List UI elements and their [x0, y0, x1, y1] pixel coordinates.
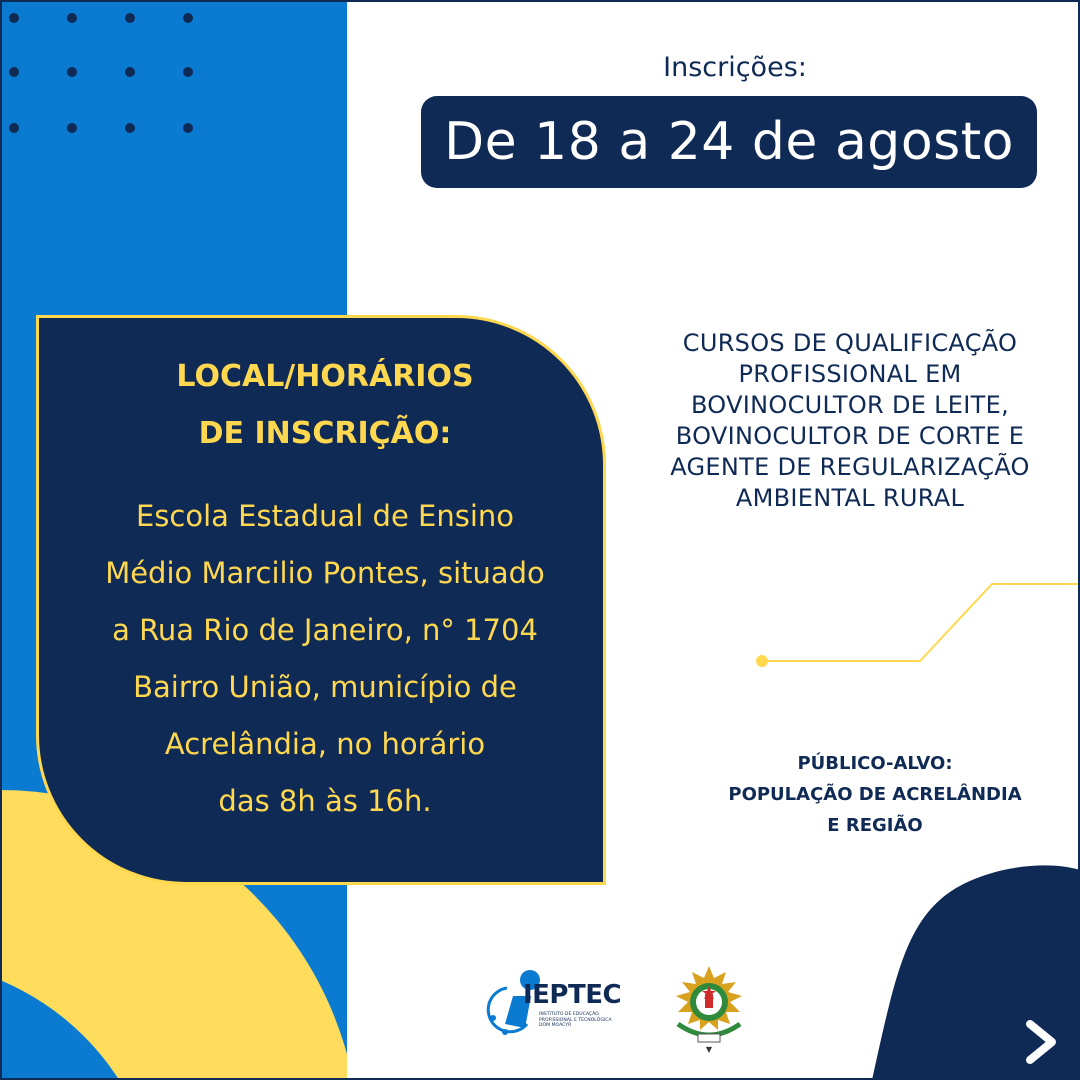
card-body-line: Bairro União, município de	[133, 670, 517, 704]
courses-line: CURSOS DE QUALIFICAÇÃO	[682, 329, 1018, 357]
card-title-line: DE INSCRIÇÃO:	[198, 416, 452, 451]
registration-label: Inscrições:	[663, 52, 807, 83]
card-title-line: LOCAL/HORÁRIOS	[176, 359, 474, 394]
chevron-right-icon[interactable]	[1014, 1012, 1070, 1072]
courses-line: AMBIENTAL RURAL	[735, 484, 965, 512]
audience-line: PÚBLICO-ALVO:	[797, 753, 953, 774]
courses-line: PROFISSIONAL EM	[738, 360, 962, 388]
card-body-line: Acrelândia, no horário	[164, 727, 486, 761]
card-body-line: Escola Estadual de Ensino	[135, 499, 515, 533]
audience-line: E REGIÃO	[827, 815, 923, 836]
audience-line: POPULAÇÃO DE ACRELÂNDIA	[728, 784, 1022, 805]
courses-line: BOVINOCULTOR DE LEITE,	[690, 391, 1010, 419]
svg-text:▼: ▼	[705, 1045, 713, 1054]
courses-line: AGENTE DE REGULARIZAÇÃO	[670, 453, 1030, 481]
card-body-line: Médio Marcilio Pontes, situado	[105, 556, 545, 590]
card-body-line: a Rua Rio de Janeiro, n° 1704	[112, 613, 538, 647]
ieptec-name: IEPTEC	[523, 980, 622, 1010]
card-body-line: das 8h às 16h.	[218, 784, 432, 818]
ieptec-logo	[485, 966, 625, 1040]
courses-line: BOVINOCULTOR DE CORTE E	[675, 422, 1025, 450]
acre-state-crest-icon	[668, 964, 750, 1054]
registration-date: De 18 a 24 de agosto	[444, 112, 1014, 172]
ieptec-subtitle: INSTITUTO DE EDUCAÇÃO PROFISSIONAL E TECNOLÓGICA DOM MOACYR	[539, 1012, 612, 1028]
